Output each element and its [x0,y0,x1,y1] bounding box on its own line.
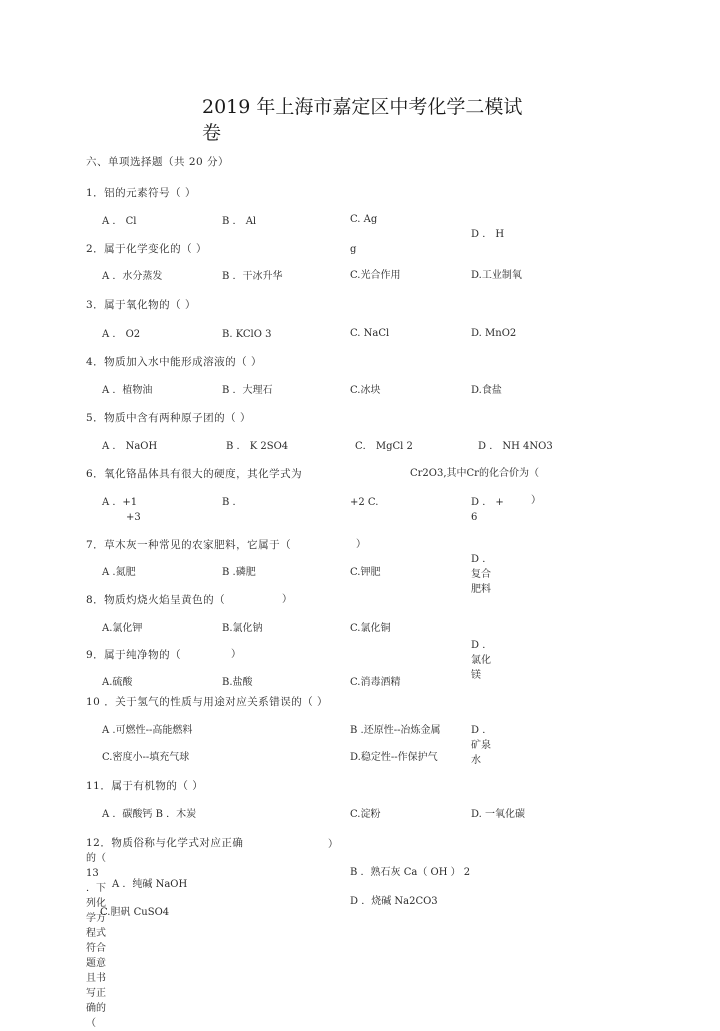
q5-option-c: C． MgCl 2 [355,441,413,452]
q6-formula: Cr2O3,其中Cr的化合价为（ [410,468,539,479]
q4-option-c: C.冰块 [350,385,381,396]
q3-option-c: C. NaCl [350,328,390,339]
page-title-line1: 2019 年上海市嘉定区中考化学二模试 [202,96,523,118]
q2-option-a: A ．水分蒸发 [102,271,163,282]
q6-option-b: B ． [222,497,243,508]
q12-close-paren: ） [328,839,338,850]
q6-option-a-value: +3 [126,512,141,523]
q10-option-a: A .可燃性--高能燃料 [102,725,193,736]
q5-option-d: D ． NH 4NO3 [478,441,553,452]
question-1-stem: 1．铝的元素符号（ ） [86,187,197,199]
q13-fragment: 列化 [86,898,106,909]
q7-option-d [471,552,492,597]
q13-fragment: 的（ [86,853,106,864]
q13-fragment: ．下 [86,883,106,894]
q2-option-d: D.工业制氧 [471,270,522,281]
q11-option-c: C.淀粉 [350,809,381,820]
question-3-stem: 3．属于氧化物的（ ） [86,299,197,311]
q13-fragment: （ [86,1018,96,1029]
q9-option-b: B.盐酸 [222,677,253,688]
q8-close-paren: ） [282,594,292,605]
question-8-stem: 8．物质灼烧火焰呈黄色的（ [86,594,226,606]
q9-option-d-spill [471,723,492,768]
q6-option-d: D ． + [471,497,504,508]
q1-option-b: B ． Al [222,216,257,227]
q7-close-paren: ） [356,539,366,550]
q13-fragment: 程式 [86,928,106,939]
question-10-stem: 10 ．关于氢气的性质与用途对应关系错误的（ ） [86,696,329,708]
q13-fragment: 且书 [86,973,106,984]
q8-option-b: B.氯化钠 [222,623,263,634]
question-5-stem: 5．物质中含有两种原子团的（ ） [86,412,252,424]
q13-fragment: 写正 [86,988,106,999]
question-7-stem: 7．草木灰一种常见的农家肥料，它属于（ [86,539,292,551]
q10-option-b: B .还原性--冶炼金属 [350,725,441,736]
q8-option-d-line: 镁 [471,670,481,681]
q6-close-paren: ） [531,495,541,506]
section-heading: 六、单项选择题（共 20 分） [86,156,230,168]
q4-option-a: A ．植物油 [102,385,153,396]
question-4-stem: 4．物质加入水中能形成溶液的（ ） [86,356,263,368]
q7-option-a: A .氮肥 [102,567,136,578]
q3-option-d: D. MnO2 [471,328,517,339]
q12-option-d: D ．烧碱 Na2CO3 [350,896,438,907]
q9-close-paren: ） [231,649,241,660]
q8-option-d-line: D ． [471,640,493,651]
q9-option-d-line: 矿泉 [471,740,491,751]
q12-option-a: A ．纯碱 NaOH [112,879,188,890]
q10-option-d: D.稳定性--作保护气 [350,752,438,763]
q6-option-d-value: 6 [471,512,478,523]
q8-option-c: C.氯化铜 [350,623,391,634]
q8-option-d-line: 氯化 [471,655,491,666]
q8-option-d [471,638,492,683]
q2-option-b: B ．干冰升华 [222,271,283,282]
q6-option-b-value: +2 C. [350,497,379,508]
q5-option-a: A ． NaOH [102,441,158,452]
question-6-stem: 6．氧化铬晶体具有很大的硬度，其化学式为 [86,468,303,480]
q12-option-c: C.胆矾 CuSO4 [100,907,170,918]
q9-option-a: A.硫酸 [102,677,133,688]
q7-option-c: C.钾肥 [350,567,381,578]
q13-fragment: 确的 [86,1003,106,1014]
q7-option-b: B .磷肥 [222,567,256,578]
q1-option-c-wrap: g [350,244,357,255]
q12-option-b: B ．熟石灰 Ca（ OH ） 2 [350,867,471,878]
page-title-line2: 卷 [202,122,222,144]
q10-option-c: C.密度小--填充气球 [102,752,190,763]
question-2-stem: 2．属于化学变化的（ ） [86,243,208,255]
question-9-stem: 9．属于纯净物的（ [86,649,182,661]
q4-option-d: D.食盐 [471,385,502,396]
q9-option-d-line: D ． [471,725,493,736]
q8-option-a: A.氯化钾 [102,623,143,634]
q7-option-d-line: 肥料 [471,584,491,595]
q13-fragment: 题意 [86,958,106,969]
q9-option-d-line: 水 [471,755,481,766]
q1-option-a: A ． Cl [102,216,137,227]
q4-option-b: B ．大理石 [222,385,273,396]
q13-fragment: 13 [86,868,99,879]
q9-option-c: C.消毒酒精 [350,677,401,688]
q3-option-a: A ． O2 [102,329,141,340]
question-11-stem: 11．属于有机物的（ ） [86,780,204,792]
q1-option-c: C. Ag [350,214,378,225]
q13-fragment: 学方 [86,913,106,924]
q5-option-b: B ． K 2SO4 [226,441,289,452]
q7-option-d-line: D ． [471,554,493,565]
q6-option-a: A ．+1 [102,497,138,508]
q7-option-d-line: 复合 [471,569,491,580]
q11-option-ab: A ．碳酸钙 B ．木炭 [102,809,197,820]
q1-option-d: D ． H [471,229,505,240]
question-13-column [86,851,110,1031]
question-12-stem: 12．物质俗称与化学式对应正确 [86,837,244,849]
q13-fragment: 符合 [86,943,106,954]
q3-option-b: B. KClO 3 [222,329,272,340]
q2-option-c: C.光合作用 [350,270,401,281]
q11-option-d: D. 一氧化碳 [471,809,526,820]
